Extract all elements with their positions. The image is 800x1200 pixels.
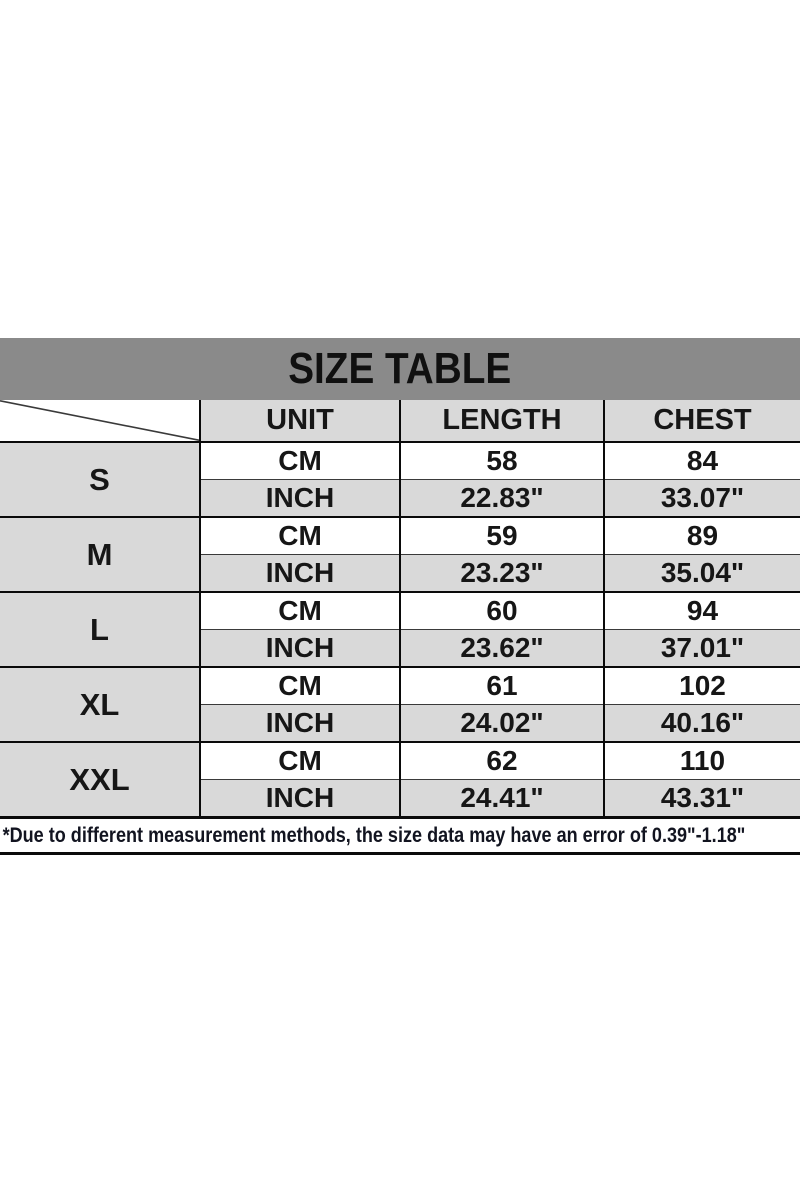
table-row-xl-cm [0, 667, 800, 705]
chest-value: 40.16" [604, 705, 800, 743]
size-chart [0, 338, 800, 855]
table-row-m-cm [0, 517, 800, 555]
header-row [0, 400, 800, 442]
unit-label: CM [200, 592, 400, 630]
length-value: 61 [400, 667, 604, 705]
footnote-text: *Due to different measurement methods, the size data may have an error of 0.39"-1.18" [2, 823, 746, 847]
chest-value: 37.01" [604, 630, 800, 668]
length-value: 24.02" [400, 705, 604, 743]
length-value: 23.62" [400, 630, 604, 668]
length-value: 23.23" [400, 555, 604, 593]
unit-label: CM [200, 667, 400, 705]
unit-label: INCH [200, 630, 400, 668]
corner-cell [0, 400, 200, 442]
length-value: 60 [400, 592, 604, 630]
size-label-xl: XL [0, 667, 200, 742]
unit-label: INCH [200, 480, 400, 518]
diagonal-line-icon [0, 400, 199, 441]
chest-value: 33.07" [604, 480, 800, 518]
table-row-xxl-cm [0, 742, 800, 780]
column-header-unit: UNIT [200, 400, 400, 442]
footnote [0, 819, 800, 855]
table-row-l-cm [0, 592, 800, 630]
size-label-xxl: XXL [0, 742, 200, 817]
length-value: 24.41" [400, 780, 604, 818]
chest-value: 94 [604, 592, 800, 630]
unit-label: INCH [200, 780, 400, 818]
unit-label: CM [200, 742, 400, 780]
chest-value: 89 [604, 517, 800, 555]
unit-label: INCH [200, 705, 400, 743]
table-row-s-cm [0, 442, 800, 480]
chest-value: 84 [604, 442, 800, 480]
page-title: SIZE TABLE [288, 344, 512, 393]
length-value: 58 [400, 442, 604, 480]
unit-label: INCH [200, 555, 400, 593]
size-label-l: L [0, 592, 200, 667]
chest-value: 102 [604, 667, 800, 705]
length-value: 22.83" [400, 480, 604, 518]
column-header-chest: CHEST [604, 400, 800, 442]
length-value: 59 [400, 517, 604, 555]
length-value: 62 [400, 742, 604, 780]
chest-value: 43.31" [604, 780, 800, 818]
column-header-length: LENGTH [400, 400, 604, 442]
chest-value: 35.04" [604, 555, 800, 593]
unit-label: CM [200, 442, 400, 480]
size-table-banner [0, 338, 800, 400]
chest-value: 110 [604, 742, 800, 780]
size-label-m: M [0, 517, 200, 592]
size-table [0, 400, 800, 819]
size-label-s: S [0, 442, 200, 517]
unit-label: CM [200, 517, 400, 555]
